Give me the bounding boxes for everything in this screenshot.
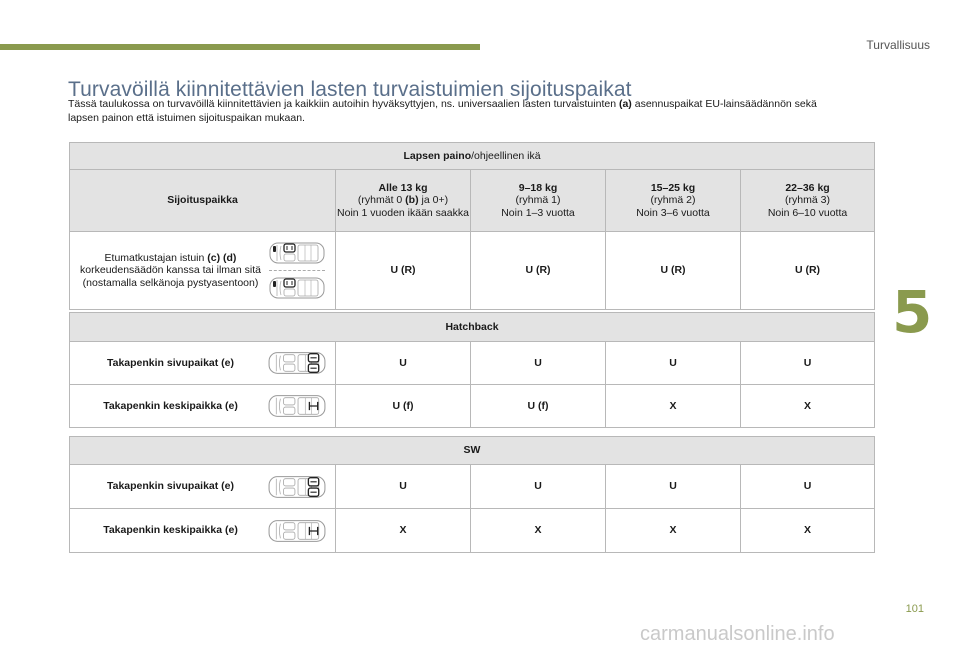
- hatchback-header: Hatchback: [70, 313, 875, 342]
- value-cell: U: [606, 465, 741, 509]
- group-weight: 15–25 kg: [650, 181, 696, 194]
- intro-part2: asennuspaikat EU-lainsäädännön sekä lapsen painon että istuimen sijoituspaikan mukaan.: [68, 98, 817, 124]
- position-header: Sijoituspaikka: [70, 170, 336, 232]
- watermark: carmanualsonline.info: [640, 623, 835, 645]
- group-age: Noin 1–3 vuotta: [501, 206, 575, 219]
- value-cell: U: [336, 465, 471, 509]
- rear-side-seats-label: Takapenkin sivupaikat (e): [106, 356, 234, 369]
- footnote-b: (b): [405, 194, 419, 207]
- value-cell: X: [741, 509, 875, 553]
- group-range: (ryhmä 3): [785, 194, 830, 207]
- group-3-header: [741, 170, 875, 232]
- group-age: Noin 3–6 vuotta: [636, 206, 710, 219]
- group-2-header: [606, 170, 741, 232]
- value-cell: U: [741, 342, 875, 385]
- rear-center-seat-label: Takapenkin keskipaikka (e): [103, 399, 238, 412]
- page-number: 101: [905, 603, 924, 615]
- rear-center-seat-cell: [70, 385, 336, 428]
- value-cell: U (R): [471, 232, 606, 310]
- rear-center-seat-label: Takapenkin keskipaikka (e): [103, 524, 238, 537]
- group-range-text: (ryhmät 0: [357, 194, 406, 207]
- rear-center-seat-cell: [70, 509, 336, 553]
- intro-text: [68, 97, 838, 125]
- group-range-text-end: ja 0+): [418, 194, 449, 207]
- value-cell: U: [471, 342, 606, 385]
- value-cell: X: [741, 385, 875, 428]
- group-weight: 9–18 kg: [518, 181, 558, 194]
- value-cell: U: [741, 465, 875, 509]
- group-age: Noin 1 vuoden ikään saakka: [337, 206, 469, 219]
- footnote-cd: (c) (d): [207, 251, 237, 264]
- group-range: (ryhmä 1): [515, 194, 561, 207]
- group-1-header: [471, 170, 606, 232]
- rear-side-seats-cell: [70, 342, 336, 385]
- sw-header: SW: [70, 437, 875, 465]
- value-cell: X: [471, 509, 606, 553]
- weight-header-rest: /ohjeellinen ikä: [471, 149, 541, 162]
- weight-header-bold: Lapsen paino: [403, 149, 472, 162]
- group-0-header: [336, 170, 471, 232]
- group-age: Noin 6–10 vuotta: [767, 206, 848, 219]
- section-label: Turvallisuus: [866, 38, 930, 52]
- chapter-number: 5: [892, 278, 933, 346]
- value-cell: U (f): [471, 385, 606, 428]
- car-rear-center-seat-icon: [267, 389, 327, 423]
- value-cell: X: [606, 385, 741, 428]
- page-title: Turvavöillä kiinnitettävien lasten turvaistuimien sijoituspaikat: [68, 78, 632, 102]
- value-cell: U: [336, 342, 471, 385]
- car-front-seat-icon: [267, 239, 327, 302]
- rear-side-seats-cell: [70, 465, 336, 509]
- value-cell: U (R): [606, 232, 741, 310]
- group-weight: 22–36 kg: [785, 181, 830, 194]
- weight-table: [69, 142, 875, 310]
- value-cell: U (f): [336, 385, 471, 428]
- value-cell: U: [471, 465, 606, 509]
- car-rear-center-seat-icon: [267, 514, 327, 548]
- car-rear-side-seats-icon: [267, 470, 327, 504]
- weight-header: [70, 143, 875, 170]
- hatchback-table: [69, 312, 875, 428]
- value-cell: U (R): [741, 232, 875, 310]
- intro-footnote-a: (a): [618, 98, 632, 110]
- front-seat-label: [70, 252, 267, 290]
- group-range: [336, 194, 470, 207]
- sw-table: [69, 436, 875, 553]
- chapter-tab: [892, 278, 960, 360]
- front-seat-cell: [70, 232, 336, 310]
- front-seat-label-detail: korkeudensäädön kanssa tai ilman sitä (nostamalla selkänoja pystyasentoon): [80, 264, 261, 289]
- front-seat-label-text: Etumatkustajan istuin: [104, 251, 208, 264]
- value-cell: X: [606, 509, 741, 553]
- value-cell: U (R): [336, 232, 471, 310]
- header-accent-bar: [0, 44, 480, 50]
- value-cell: X: [336, 509, 471, 553]
- car-rear-side-seats-icon: [267, 346, 327, 380]
- rear-side-seats-label: Takapenkin sivupaikat (e): [106, 480, 234, 493]
- intro-part1: Tässä taulukossa on turvavöillä kiinnitettävien ja kaikkiin autoihin hyväksyttyjen, ns. universaalien lasten turvaistuinten: [68, 98, 619, 110]
- value-cell: U: [606, 342, 741, 385]
- group-range: (ryhmä 2): [650, 194, 696, 207]
- group-weight: Alle 13 kg: [378, 181, 428, 194]
